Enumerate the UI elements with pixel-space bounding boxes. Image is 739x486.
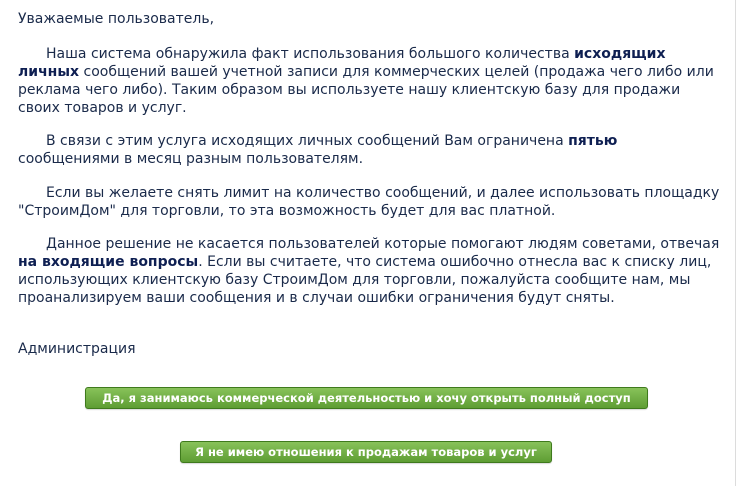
not-commercial-button[interactable]: Я не имею отношения к продажам товаров и услуг xyxy=(180,441,552,463)
paragraph-text: . Если вы считаете, что система ошибочно отнесла вас к списку лиц, использующих клиентскую базу СтроимДом для торговли, пожалуйста сообщите нам, мы проанализируем ваши сообщения и в случаи ошибки ограничения будут сняты. xyxy=(18,254,712,306)
highlight-five: пятью xyxy=(568,133,618,149)
paragraph-text: Если вы желаете снять лимит на количество сообщений, и далее использовать площадку "СтроимДом" для торговли, то эта возможность будет для вас платной. xyxy=(18,185,720,219)
highlight-outgoing-private: исходящих личных xyxy=(18,46,666,80)
paragraph-appeal xyxy=(18,235,722,307)
paragraph-detection xyxy=(18,45,722,117)
open-full-access-button[interactable]: Да, я занимаюсь коммерческой деятельностью и хочу открыть полный доступ xyxy=(85,387,648,409)
paragraph-text: Наша система обнаружила факт использования большого количества xyxy=(46,46,575,62)
paragraph-text: сообщениями в месяц разным пользователям. xyxy=(18,151,364,167)
paragraph-limit xyxy=(18,132,722,168)
highlight-incoming-questions: на входящие вопросы xyxy=(18,254,199,270)
paragraph-text: Данное решение не касается пользователей которые помогают людям советами, отвечая xyxy=(46,236,720,252)
greeting: Уважаемые пользователь, xyxy=(18,11,215,27)
paragraph-text: сообщений вашей учетной записи для коммерческих целей (продажа чего либо или реклама чего либо). Таким образом вы используете нашу клиентскую базу для продажи своих товаров и услуг. xyxy=(18,64,714,116)
paragraph-paid-option xyxy=(18,184,722,220)
signature: Администрация xyxy=(18,341,136,357)
paragraph-text: В связи с этим услуга исходящих личных сообщений Вам ограничена xyxy=(46,133,569,149)
